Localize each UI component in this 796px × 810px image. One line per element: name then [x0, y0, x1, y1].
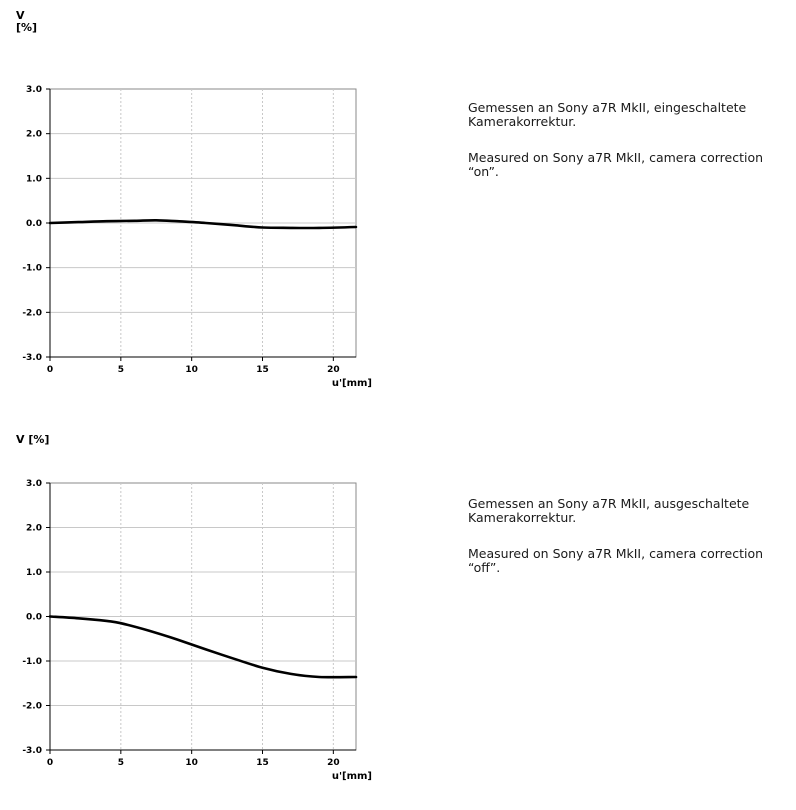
chart2-xtick-label-2: 10 — [185, 758, 198, 768]
chart2-caption-de: Gemessen an Sony a7R MkII, ausgeschaltete Kamerakorrektur. — [468, 496, 750, 525]
chart1-ytick-label-4: -1.0 — [22, 263, 42, 274]
chart1-xtick-label-1: 5 — [117, 365, 124, 375]
chart1-ytick-label-2: 1.0 — [26, 174, 42, 185]
chart1-caption-de: Gemessen an Sony a7R MkII, eingeschaltete Kamerakorrektur. — [468, 100, 747, 129]
chart1-ytick-label-5: -2.0 — [22, 308, 42, 319]
chart1-xtick-label-0: 0 — [46, 365, 54, 375]
chart1-xtick-label-2: 10 — [185, 365, 198, 375]
chart2-y-axis-label-line1: V [%] — [16, 433, 50, 446]
chart2-ytick-label-1: 2.0 — [26, 523, 42, 534]
chart1-ytick-label-0: 3.0 — [26, 85, 42, 95]
chart1-x-axis-label: u'[mm] — [331, 378, 372, 389]
chart1-xtick-label-4: 20 — [327, 365, 340, 375]
chart2-caption-en: Measured on Sony a7R MkII, camera correction “off”. — [468, 546, 764, 575]
chart1-ytick-label-3: 0.0 — [26, 219, 42, 229]
chart2-xtick-label-1: 5 — [117, 758, 124, 768]
chart1-y-axis-label-line1: V — [16, 9, 25, 22]
chart2-ytick-label-3: 0.0 — [26, 612, 42, 623]
chart2-ytick-label-4: -1.0 — [22, 657, 42, 667]
chart1-y-axis-label-line2: [%] — [16, 21, 38, 34]
chart1-caption-en: Measured on Sony a7R MkII, camera correction “on”. — [468, 150, 764, 179]
chart2-xtick-label-0: 0 — [46, 758, 54, 768]
chart2-ytick-label-5: -2.0 — [22, 701, 42, 712]
chart1-ytick-label-6: -3.0 — [22, 353, 42, 363]
chart2-ytick-label-2: 1.0 — [26, 568, 42, 578]
chart1-ytick-label-1: 2.0 — [26, 129, 42, 140]
chart2-xtick-label-3: 15 — [256, 758, 269, 768]
chart1-caption — [468, 101, 788, 201]
chart2-ytick-label-6: -3.0 — [22, 746, 42, 756]
chart2-plot — [0, 394, 400, 804]
chart2-x-axis-label: u'[mm] — [331, 771, 372, 782]
chart1-plot — [0, 0, 400, 400]
chart2-caption — [468, 497, 788, 597]
chart2-ytick-label-0: 3.0 — [26, 479, 42, 489]
chart1-xtick-label-3: 15 — [256, 365, 269, 375]
chart2-xtick-label-4: 20 — [327, 758, 340, 768]
